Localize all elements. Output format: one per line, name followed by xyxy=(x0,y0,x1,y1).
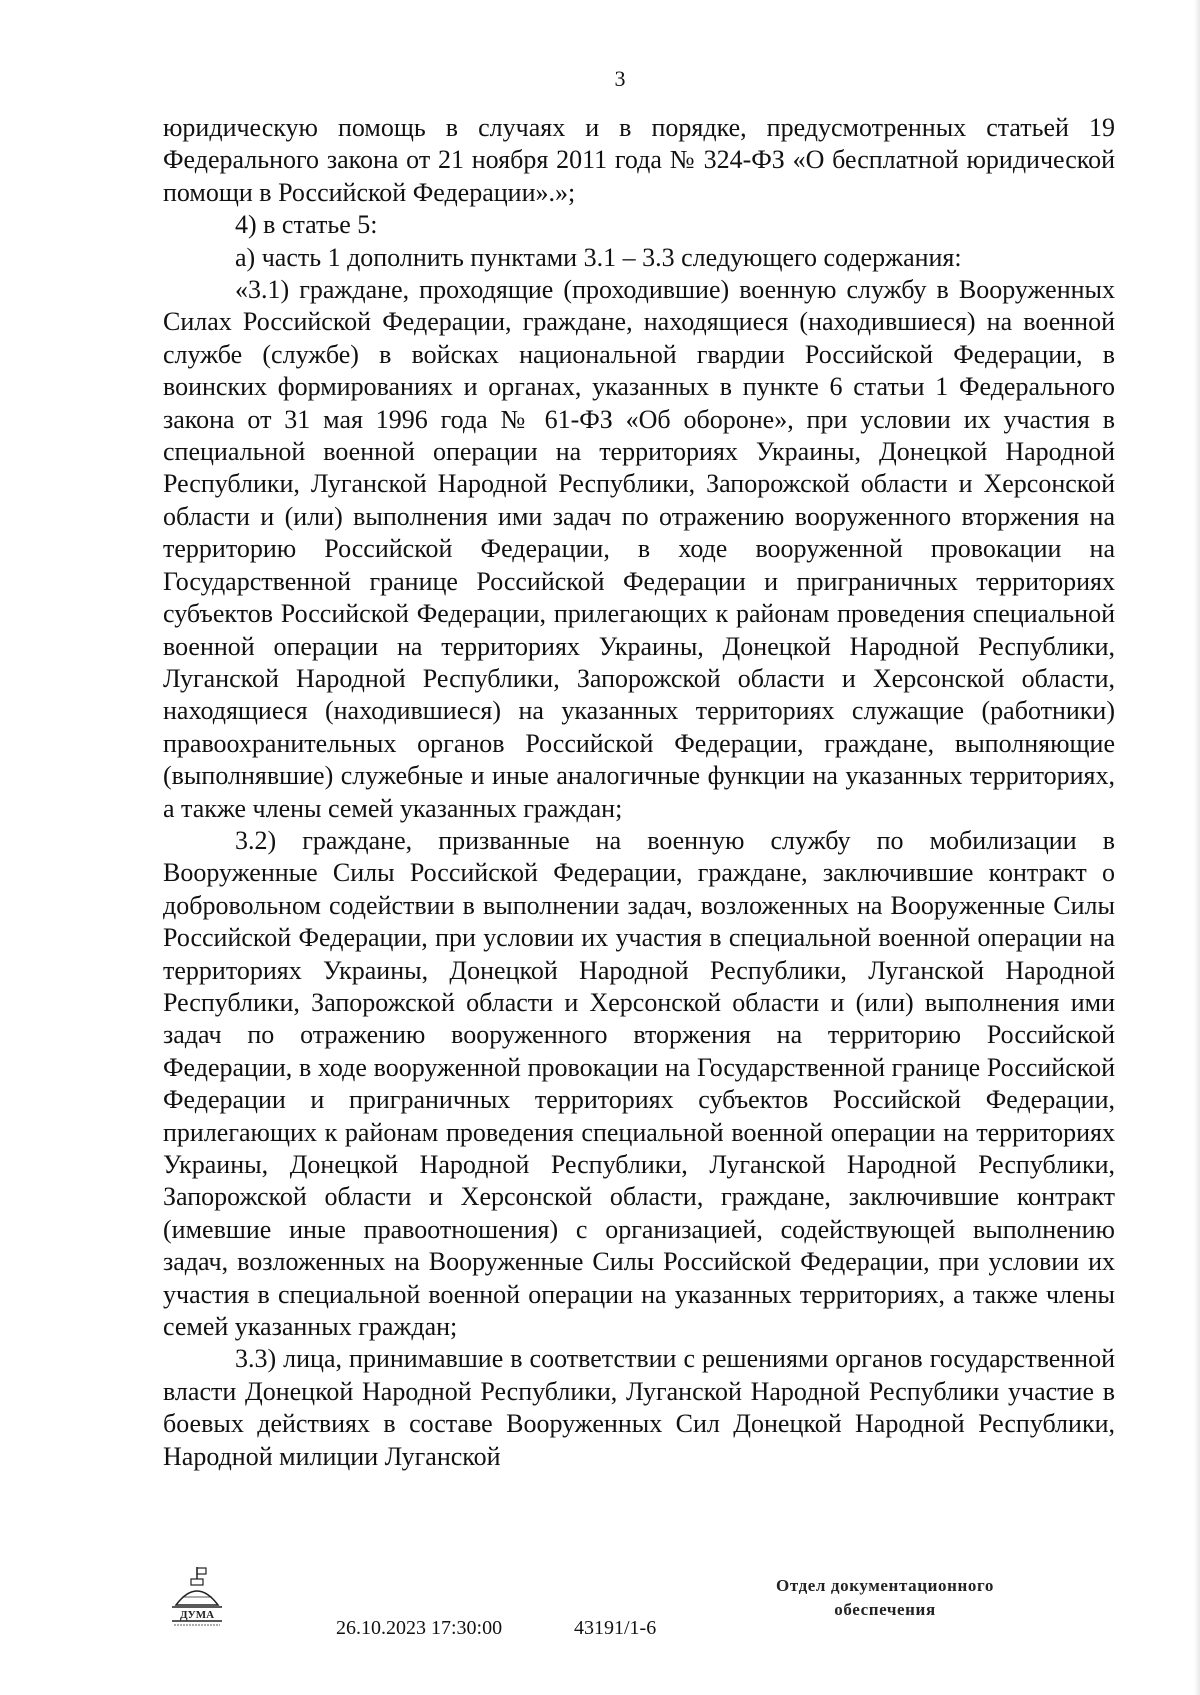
paragraph-point-3-2: 3.2) граждане, призванные на военную службу по мобилизации в Вооруженные Силы Российской Федерации, граждане, заключившие контракт о добровольном содействии в выполнении задач, возложенных на Вооруженные Силы Российской Федерации, при условии их участия в специальной военной операции на территориях Украины, Донецкой Народной Республики, Луганской Народной Республики, Запорожской области и Херсонской области и (или) выполнения ими задач по отражению вооруженного вторжения на территорию Российской Федерации, в ходе вооруженной провокации на Государственной границе Российской Федерации и приграничных территориях субъектов Российской Федерации, прилегающих к районам проведения специальной военной операции на территориях Украины, Донецкой Народной Республики, Луганской Народной Республики, Запорожской области и Херсонской области, граждане, заключившие контракт (имевшие иные правоотношения) с организацией, содействующей выполнению задач, возложенных на Вооруженные Силы Российской Федерации, при условии их участия в специальной военной операции на указанных территориях, а также члены семей указанных граждан; xyxy=(163,825,1115,1342)
document-body xyxy=(163,112,1115,1473)
footer-date: 26.10.2023 17:30:00 xyxy=(336,1617,503,1639)
department-stamp xyxy=(735,1574,1035,1622)
page-number: 3 xyxy=(614,66,626,91)
paragraph-item-4: 4) в статье 5: xyxy=(235,210,378,240)
paragraph-point-3-3: 3.3) лица, принимавшие в соответствии с решениями органов государственной власти Донецкой Народной Республики, Луганской Народной Республики участие в боевых действиях в составе Вооруженных Сил Донецкой Народной Республики, Народной милиции Луганской xyxy=(163,1344,1115,1471)
scan-edge-shadow xyxy=(1194,0,1200,1695)
registration-number: 43191/1-6 xyxy=(574,1617,657,1639)
paragraph-point-3-1: «3.1) граждане, проходящие (проходившие) военную службу в Вооруженных Силах Российской Федерации, граждане, находящиеся (находившиеся) на военной службе (службе) в войсках национальной гвардии Российской Федерации, в воинских формированиях и органах, указанных в пункте 6 статьи 1 Федерального закона от 31 мая 1996 года № 61-ФЗ «Об обороне», при условии их участия в специальной военной операции на территориях Украины, Донецкой Народной Республики, Луганской Народной Республики, Запорожской области и Херсонской области и (или) выполнения ими задач по отражению вооруженного вторжения на территорию Российской Федерации, в ходе вооруженной провокации на Государственной границе Российской Федерации и приграничных территориях субъектов Российской Федерации, прилегающих к районам проведения специальной военной операции на территориях Украины, Донецкой Народной Республики, Луганской Народной Республики, Запорожской области и Херсонской области, находящиеся (находившиеся) на указанных территориях служащие (работники) правоохранительных органов Российской Федерации, граждане, выполняющие (выполнявшие) служебные и иные аналогичные функции на указанных территориях, а также члены семей указанных граждан; xyxy=(163,275,1115,823)
logo-text: ДУМА xyxy=(179,1609,215,1621)
stamp-line-2: обеспечения xyxy=(834,1600,936,1619)
duma-logo xyxy=(168,1565,226,1635)
paragraph-subitem-a: а) часть 1 дополнить пунктами 3.1 – 3.3 следующего содержания: xyxy=(235,242,962,272)
paragraph-continuation: юридическую помощь в случаях и в порядке, предусмотренных статьей 19 Федерального закона от 21 ноября 2011 года № 324-ФЗ «О бесплатной юридической помощи в Российской Федерации».»; xyxy=(163,113,1115,207)
stamp-line-1: Отдел документационного xyxy=(776,1576,994,1595)
